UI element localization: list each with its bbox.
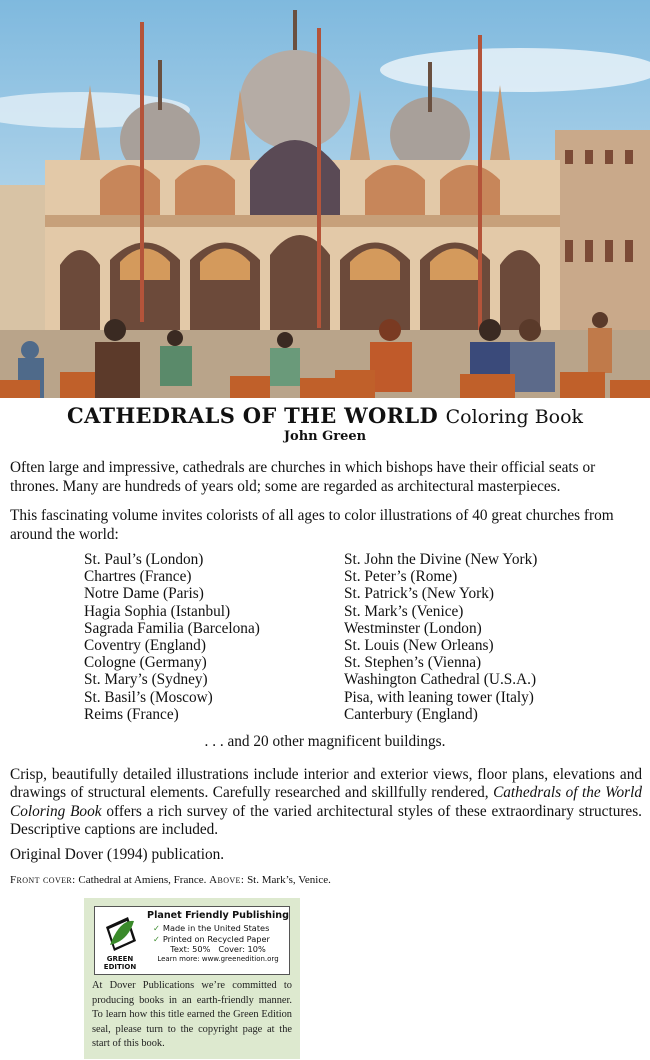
seal-text [147,910,289,964]
details-text-1: Crisp, beautifully detailed illustrations include interior and exterior views, floor plans, elevations and drawings of structural elements. Carefully researched and skillfully rendered, [10,766,642,802]
seal-item-label: Made in the United States [162,923,270,933]
list-item: St. Patrick’s (New York) [344,585,494,603]
list-item: Cologne (Germany) [84,654,207,672]
list-item: Washington Cathedral (U.S.A.) [344,671,537,689]
cover-credits [10,874,331,886]
green-edition-box [84,898,300,1059]
green-edition-logo [98,911,142,971]
green-edition-seal [94,906,290,975]
list-item: Reims (France) [84,705,179,723]
front-cover-label: Front cover: [10,874,76,886]
recycled-stats [147,944,289,955]
logo-label-edition: EDITION [103,962,137,971]
logo-label-green: GREEN [106,955,134,963]
volume-paragraph: This fascinating volume invites colorists of all ages to color illustrations of 40 great churches from around the world: [10,507,614,543]
list-item: Notre Dame (Paris) [84,585,204,603]
book-leaf-icon [98,911,142,957]
seal-item-label: Printed on Recycled Paper [162,933,270,944]
book-title-main: CATHEDRALS OF THE WORLD [66,403,438,428]
list-item: St. Mark’s (Venice) [344,602,464,620]
above-label: Above: [209,874,245,886]
check-icon: ✓ [153,923,160,933]
list-item: Sagrada Familia (Barcelona) [84,619,260,637]
seal-heading: Planet Friendly Publishing [147,910,289,921]
above-text: St. Mark’s, Venice. [247,874,331,886]
list-item: St. Mary’s (Sydney) [84,671,208,689]
list-item: St. Basil’s (Moscow) [84,688,213,706]
publication-note: Original Dover (1994) publication. [10,846,225,863]
check-icon: ✓ [153,933,160,944]
cover-stat: Cover: 10% [218,944,266,954]
list-item: St. Peter’s (Rome) [344,568,458,586]
seal-item [147,934,289,945]
list-item: Coventry (England) [84,637,206,655]
list-item: Canterbury (England) [344,705,478,723]
details-book-title: Cathedrals of the World Coloring Book [10,784,642,820]
list-item: Pisa, with leaning tower (Italy) [344,688,534,706]
book-title [0,403,650,428]
details-paragraph [10,766,642,840]
list-item: Chartres (France) [84,568,192,586]
list-item: St. Paul’s (London) [84,551,204,568]
list-item: St. Louis (New Orleans) [344,637,494,655]
more-buildings-note: . . . and 20 other magnificent buildings. [204,733,446,750]
front-cover-text: Cathedral at Amiens, France. [78,874,207,886]
intro-paragraph: Often large and impressive, cathedrals are churches in which bishops have their official seats or thrones. Many are hundreds of years old; some are regarded as architectural masterpieces. [10,459,596,495]
book-title-suffix: Coloring Book [445,406,584,428]
learn-more-link: Learn more: www.greenedition.org [157,954,279,963]
green-edition-note: At Dover Publications we’re committed to producing books in an earth-friendly manner. To learn how this title earned the Green Edition seal, please turn to the copyright page at the start of this book. [92,980,292,1050]
seal-item [147,923,289,934]
list-item: St. Stephen’s (Vienna) [344,654,482,672]
cathedral-list-left [84,551,260,723]
cathedral-list-right [344,551,537,723]
list-item: Westminster (London) [344,619,482,637]
text-stat: Text: 50% [170,944,211,954]
list-item: St. John the Divine (New York) [344,551,538,568]
book-author: John Green [283,429,367,444]
details-text-2: offers a rich survey of the varied architectural styles of these extraordinary structures. Descriptive captions are included. [10,802,642,839]
cover-illustration [0,0,650,398]
list-item: Hagia Sophia (Istanbul) [84,602,231,620]
